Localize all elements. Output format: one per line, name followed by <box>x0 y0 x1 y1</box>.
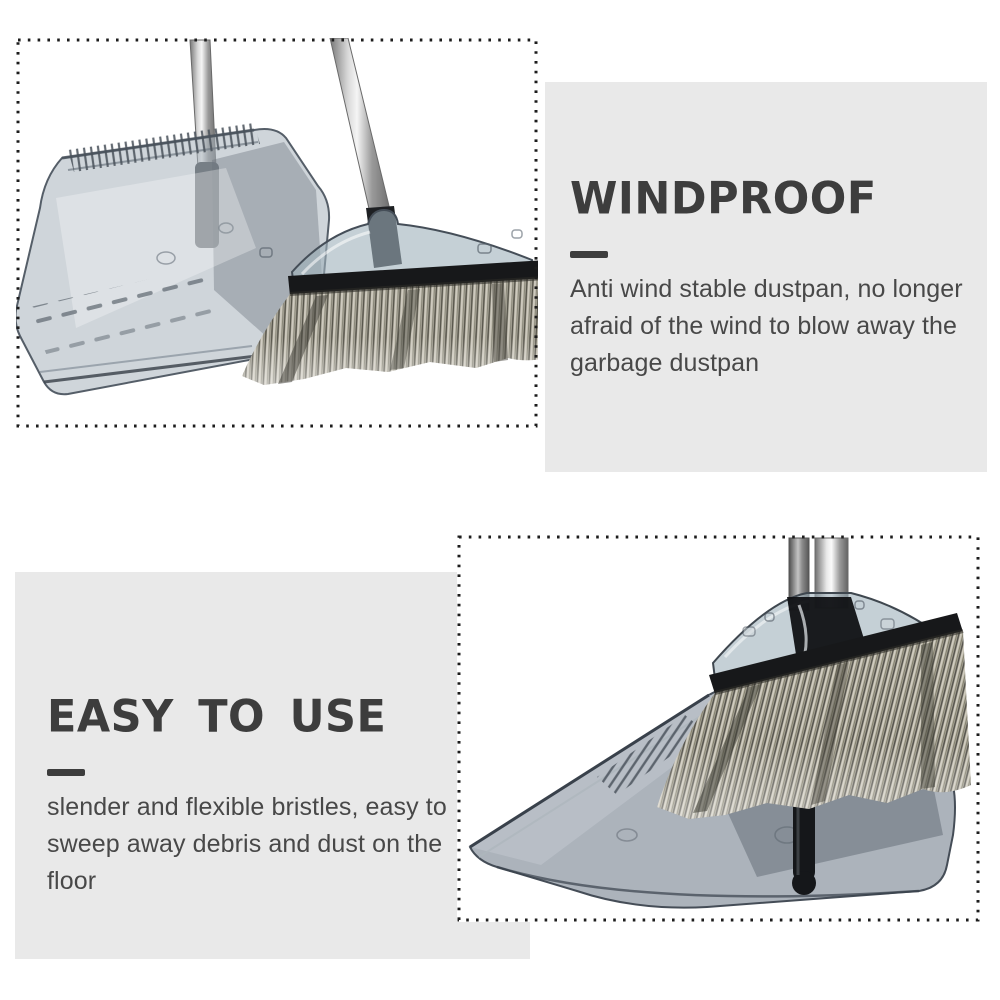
photo-frame-top-left <box>16 38 538 428</box>
windproof-description <box>570 271 967 382</box>
photo-frame-bottom-right <box>457 535 980 922</box>
title-underline <box>47 769 85 776</box>
broom-handle-steel <box>330 38 390 213</box>
dustpan-broom-photo <box>16 38 538 428</box>
title-underline <box>570 251 608 258</box>
windproof-title: WINDPROOF <box>570 172 877 225</box>
windproof-line-3: garbage dustpan <box>570 349 760 377</box>
easy-to-use-title: EASY TO USE <box>47 690 387 743</box>
windproof-line-2: afraid of the wind to blow away the <box>570 312 958 340</box>
easy-line-1: slender and flexible bristles, easy to <box>47 793 447 821</box>
windproof-line-1: Anti wind stable dustpan, no longer <box>570 275 963 303</box>
easy-line-2: sweep away debris and dust on the <box>47 830 443 858</box>
easy-to-use-panel <box>15 572 530 959</box>
easy-line-3: floor <box>47 867 97 895</box>
windproof-panel <box>545 82 987 472</box>
easy-to-use-description <box>47 789 510 900</box>
broom-in-dustpan-photo <box>457 535 980 922</box>
